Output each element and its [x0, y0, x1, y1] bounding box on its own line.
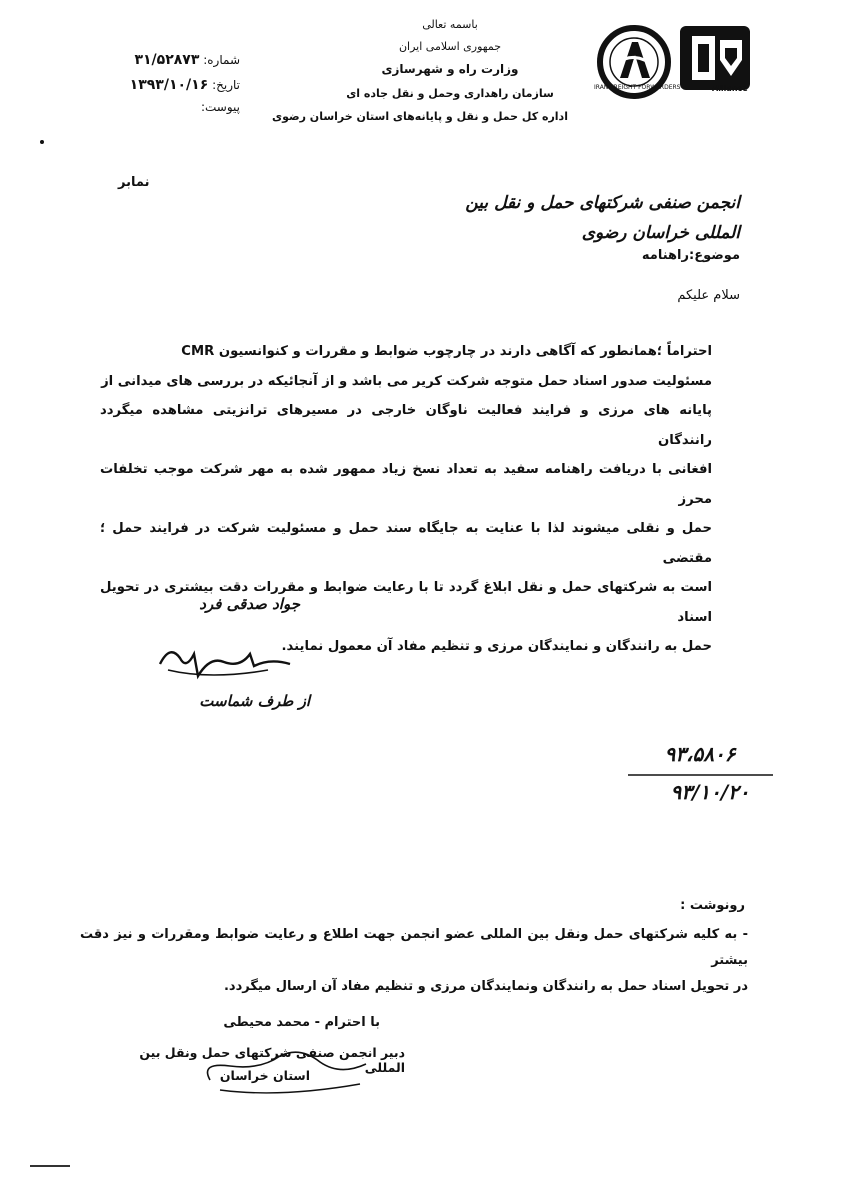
copy-label: رونوشت : [680, 898, 745, 913]
body-line: مسئولیت صدور اسناد حمل متوجه شرکت کریر می باشد و از آنجائیکه در بررسی های میدانی از [101, 373, 712, 389]
greeting: سلام علیکم [677, 288, 740, 303]
closing-title: دبیر انجمن صنفی شرکتهای حمل ونقل بین المللی [139, 1045, 405, 1075]
letterhead-logo [592, 20, 757, 100]
body-line: احتراماً ؛همانطور که آگاهی دارند در چارچوب ضوابط و مقررات و کنوانسیون CMR [181, 344, 712, 359]
logo-caption-right: Alliance [712, 84, 748, 93]
signer-on-behalf-handwritten: از طرف شماست [199, 692, 310, 710]
letter-number-row [100, 52, 240, 68]
letter-number-label: شماره: [203, 53, 240, 67]
letter-date-row [100, 77, 240, 93]
closing-province: استان خراسان [219, 1068, 310, 1083]
country-name: جمهوری اسلامی ایران [398, 40, 502, 53]
body-line: است به شرکتهای حمل و نقل ابلاغ گردد تا با رعایت ضوابط و مقررات دقت بیشتری در تحویل اسناد [100, 580, 712, 625]
signer-name-handwritten: جواد صدقی فرد [199, 595, 300, 613]
body-line: افغانی با دریافت راهنامه سفید به تعداد نسخ زیاد ممهور شده به مهر شرکت موجب تخلفات محرز [100, 462, 712, 507]
fax-label: نمابر [118, 175, 150, 190]
body-line: پایانه های مرزی و فرایند فعالیت ناوگان خارجی در مسیرهای ترانزیتی مشاهده میگردد رانندگان [100, 403, 712, 448]
organization-name: سازمان راهداری وحمل و نقل جاده ای [346, 87, 554, 100]
signature-icon [150, 636, 300, 688]
scan-mark [30, 1165, 70, 1167]
ministry-name: وزارت راه و شهرسازی [381, 62, 519, 76]
body-line: حمل و نقلی میشوند لذا با عنایت به جایگاه سند حمل و مسئولیت شرکت در فرایند حمل ؛ مقتضی [100, 521, 712, 566]
scan-speck [40, 140, 44, 144]
recipient-handwritten: انجمن صنفی شرکتهای حمل و نقل بین المللی خراسان رضوی [465, 193, 740, 243]
registration-number-handwritten: ۹۳،۵۸۰۶ [664, 742, 736, 766]
copy-line: - به کلیه شرکتهای حمل ونقل بین المللی عضو انجمن جهت اطلاع و رعایت ضوابط ومقررات و نیز دقت بیشتر [80, 927, 748, 968]
copy-line: در تحویل اسناد حمل به رانندگان ونمایندگان مرزی و تنظیم مفاد آن ارسال میگردد. [223, 979, 748, 994]
closing-signature-icon [190, 1040, 390, 1100]
logo-caption-left: IRAN FREIGHT FORWARDERS [594, 84, 681, 91]
attachment-label: پیوست: [200, 100, 240, 114]
letter-date-value: ۱۳۹۳/۱۰/۱۶ [129, 77, 209, 93]
closing-regards: با احترام - محمد محیطی [223, 1015, 380, 1030]
body-line: حمل به رانندگان و نمایندگان مرزی و تنظیم مفاد آن معمول نمایند. [281, 639, 712, 654]
letter-number-value: ۳۱/۵۲۸۷۳ [134, 52, 200, 68]
bismillah: باسمه تعالی [422, 18, 478, 31]
copy-recipients [80, 922, 748, 1000]
letter-date-label: تاریخ: [212, 78, 240, 92]
annotation-underline [628, 772, 773, 778]
department-name: اداره کل حمل و نقل و پایانه‌های استان خراسان رضوی [272, 110, 568, 123]
registration-date-handwritten: ۹۳/۱۰/۲۰ [670, 780, 750, 804]
subject-line: موضوع:راهنامه [641, 248, 740, 263]
